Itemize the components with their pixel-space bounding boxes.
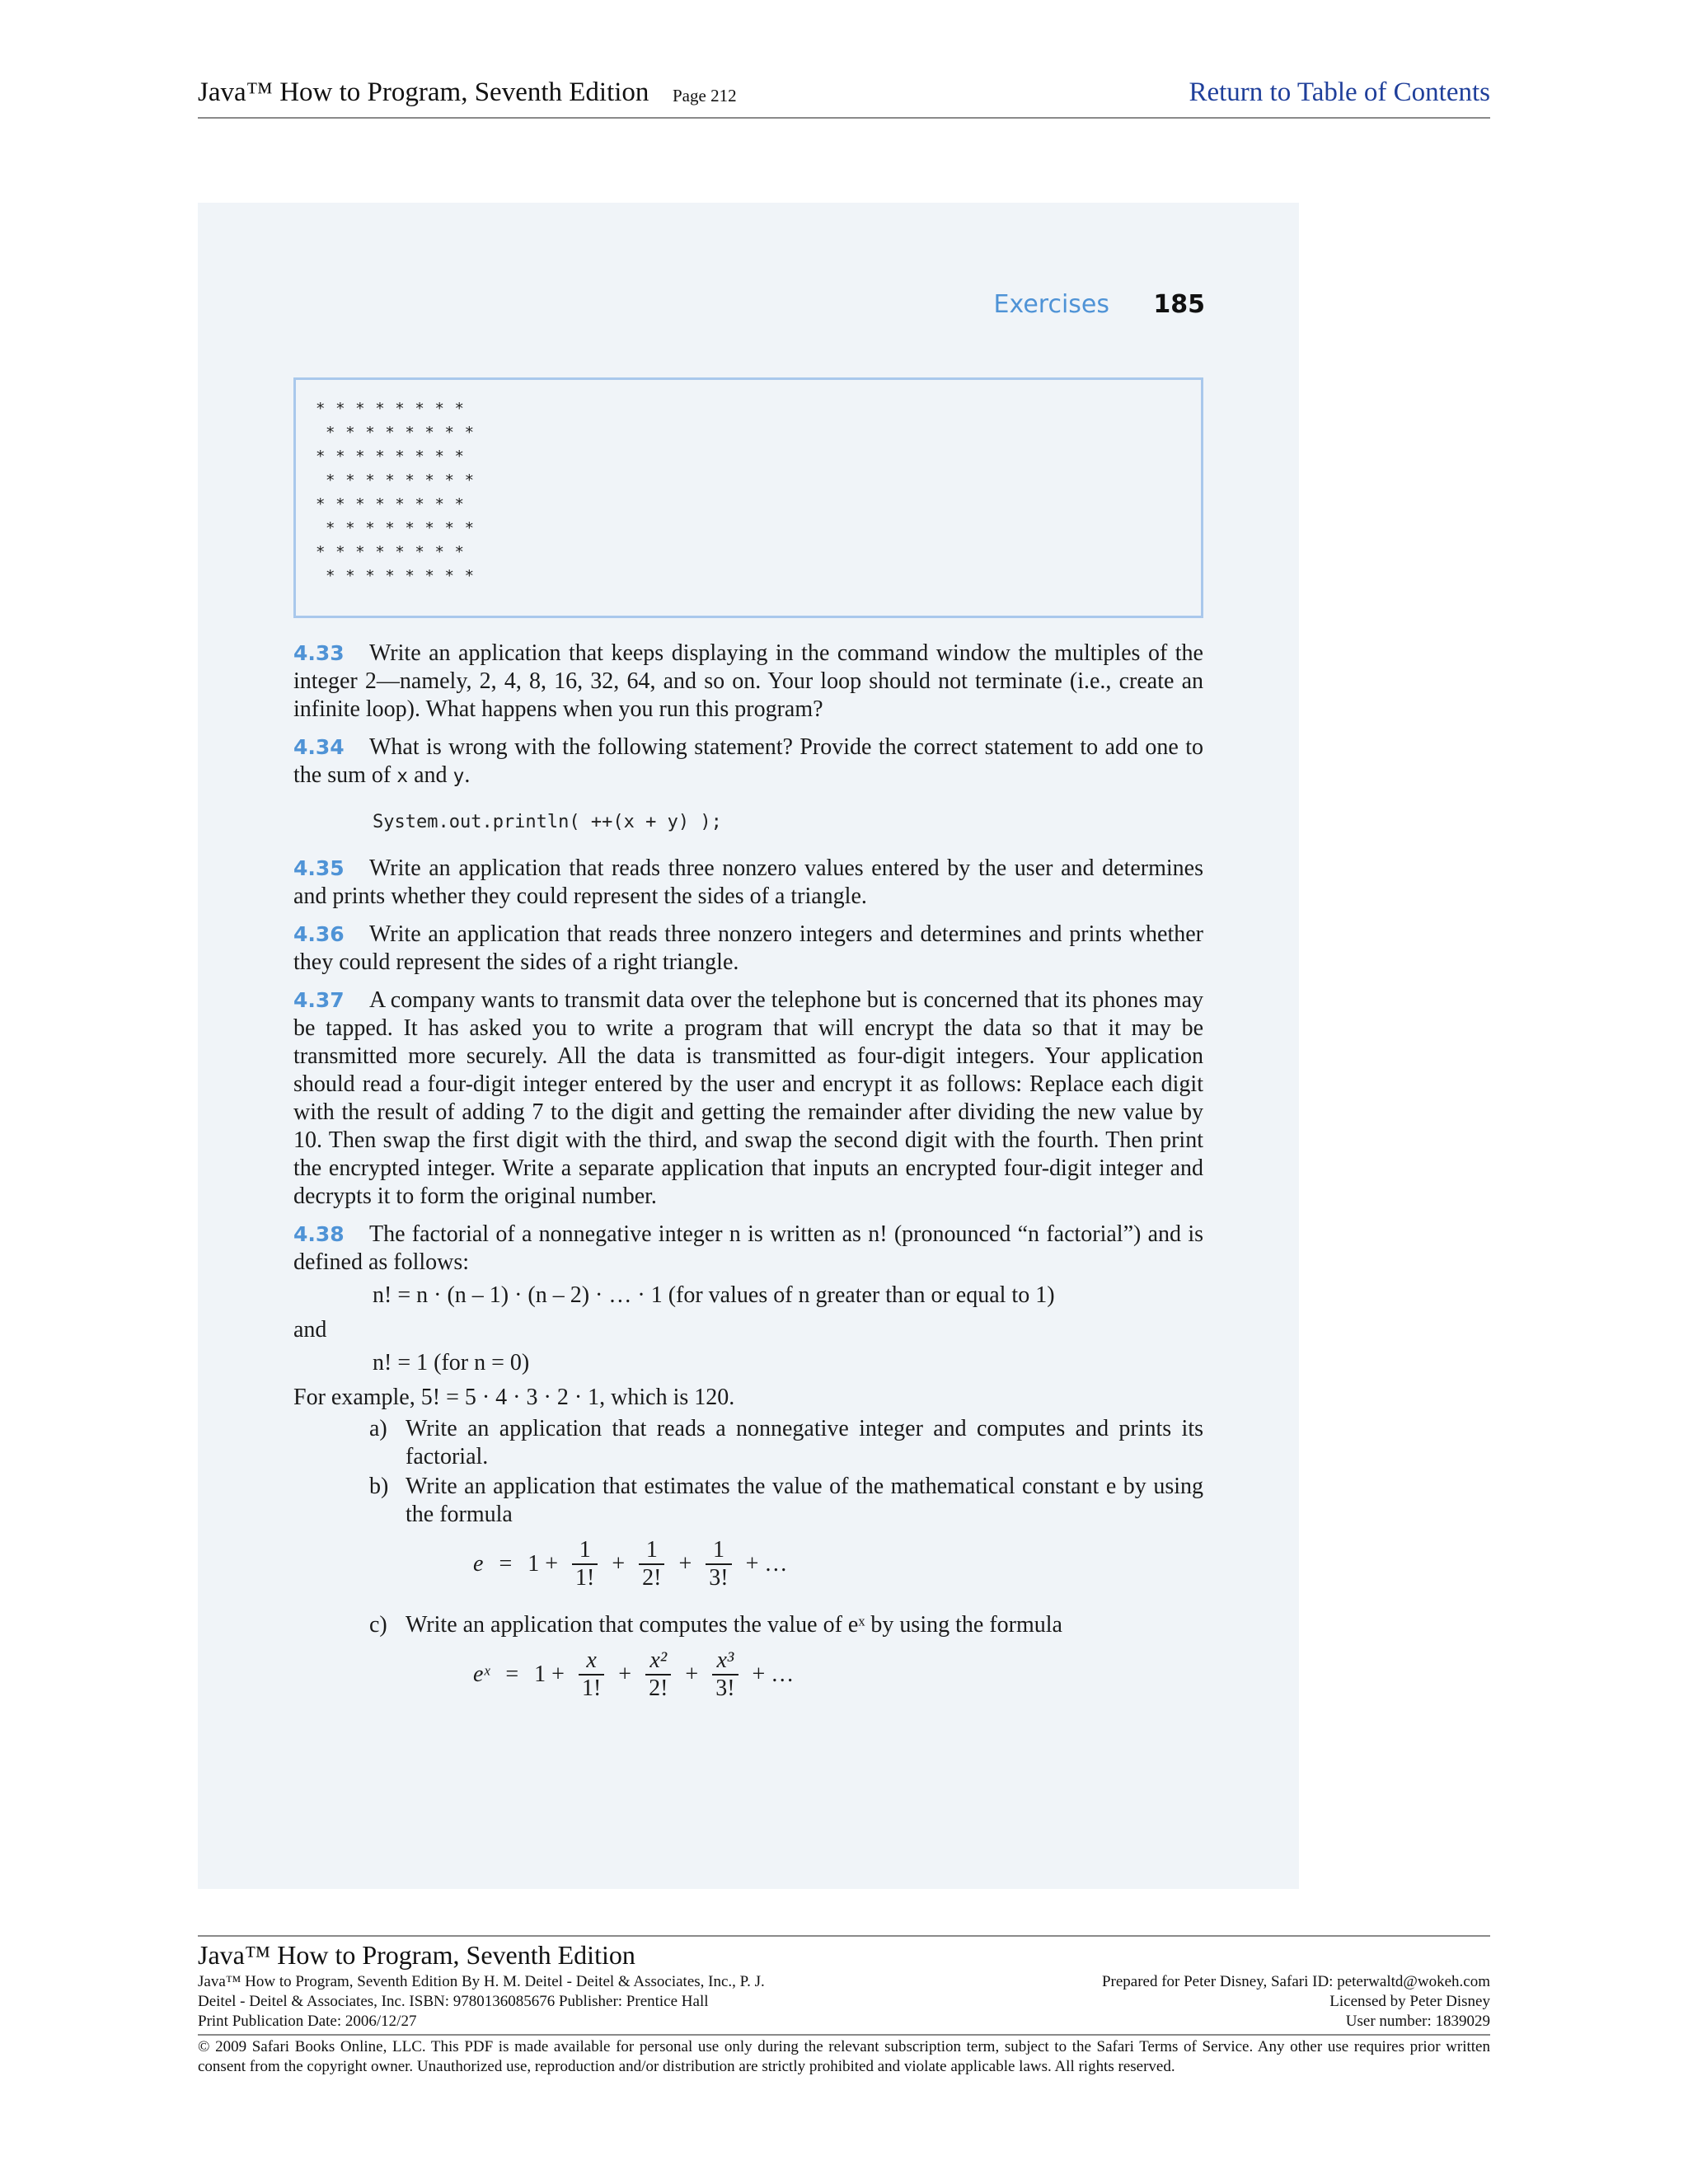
star-row: * * * * * * * * bbox=[316, 519, 475, 537]
exercise-text: The factorial of a nonnegative integer n is written as n! (pronounced “n factorial”) and is defined as follows: bbox=[293, 1221, 1203, 1275]
formula-plus: + bbox=[612, 1551, 626, 1577]
fraction-term bbox=[572, 1537, 598, 1591]
formula-plus: + bbox=[618, 1661, 632, 1687]
star-pattern-box bbox=[293, 377, 1203, 618]
footer-row bbox=[198, 2013, 1490, 2032]
footer-row bbox=[198, 1973, 1490, 1993]
formula-plus: + bbox=[685, 1661, 699, 1687]
exercise-number: 4.38 bbox=[293, 1222, 345, 1246]
exercise-content bbox=[293, 640, 1203, 1722]
fraction-term bbox=[706, 1537, 731, 1591]
fraction-numerator: x² bbox=[645, 1647, 671, 1675]
factorial-zero-formula: n! = 1 (for n = 0) bbox=[373, 1350, 530, 1376]
fraction-denominator: 3! bbox=[709, 1565, 729, 1591]
part-label: b) bbox=[369, 1474, 389, 1499]
fraction-denominator: 1! bbox=[581, 1675, 602, 1701]
fraction-denominator: 2! bbox=[649, 1675, 668, 1701]
ex-formula bbox=[468, 1647, 1203, 1713]
fraction-denominator: 3! bbox=[715, 1675, 735, 1701]
code-statement: System.out.println( ++(x + y) ); bbox=[373, 812, 722, 832]
fraction-term bbox=[639, 1537, 664, 1591]
star-row: * * * * * * * * bbox=[316, 424, 475, 442]
exercise-text: Write an application that reads three nonzero values entered by the user and determines and prints whether they could represent the sides of a triangle. bbox=[293, 855, 1203, 909]
exercise-text: What is wrong with the following statement? Provide the correct statement to add one to the sum of bbox=[293, 734, 1203, 788]
part-text: Write an application that estimates the value of the mathematical constant e by using the formula bbox=[406, 1474, 1203, 1527]
part-a bbox=[293, 1415, 1203, 1471]
fraction-denominator: 1! bbox=[575, 1565, 595, 1591]
book-title: Java™ How to Program, Seventh Edition bbox=[198, 77, 649, 107]
formula-equals: = bbox=[499, 1551, 513, 1577]
exercise-number: 4.36 bbox=[293, 922, 345, 946]
part-b bbox=[293, 1473, 1203, 1529]
factorial-example: For example, 5! = 5 · 4 · 3 · 2 · 1, which is 120. bbox=[293, 1385, 735, 1410]
and-text: and bbox=[293, 1317, 327, 1343]
fraction-numerator: x bbox=[579, 1647, 604, 1675]
footer-copyright: © 2009 Safari Books Online, LLC. This PDF is made available for personal use only during the relevant subscription term, subject to the Safari Terms of Service. Any other use requires prior written consent from the copyright owner. Unauthorized use, reproduction and/or distribution are strictly prohibited and violate applicable laws. All rights reserved. bbox=[198, 2034, 1490, 2077]
exercise-text: Write an application that reads three nonzero integers and determines and prints whether they could represent the sides of a right triangle. bbox=[293, 921, 1203, 975]
part-text: Write an application that computes the value of eˣ by using the formula bbox=[406, 1612, 1062, 1638]
running-head bbox=[198, 290, 1205, 331]
footer-publication-date: Print Publication Date: 2006/12/27 bbox=[198, 2013, 417, 2030]
footer-licensed-by: Licensed by Peter Disney bbox=[1329, 1993, 1490, 2010]
exercise-number: 4.37 bbox=[293, 988, 345, 1012]
formula-one: 1 + bbox=[528, 1551, 559, 1577]
exercise-text: and bbox=[408, 762, 453, 788]
formula-plus: + bbox=[678, 1551, 692, 1577]
fraction-denominator: 2! bbox=[642, 1565, 662, 1591]
fraction-term bbox=[712, 1647, 738, 1702]
exercise-4-35 bbox=[293, 855, 1203, 911]
exercise-number: 4.34 bbox=[293, 735, 345, 759]
code-var-x: x bbox=[396, 766, 409, 787]
fraction-term bbox=[579, 1647, 604, 1702]
star-row: * * * * * * * * bbox=[316, 400, 465, 418]
star-row: * * * * * * * * bbox=[316, 495, 465, 513]
footer-isbn: Deitel - Deitel & Associates, Inc. ISBN: 9780136085676 Publisher: Prentice Hall bbox=[198, 1993, 709, 2010]
star-row: * * * * * * * * bbox=[316, 567, 475, 585]
return-to-toc-link[interactable]: Return to Table of Contents bbox=[1189, 77, 1490, 107]
formula-tail: + … bbox=[752, 1661, 795, 1687]
page-label: Page 212 bbox=[673, 86, 737, 105]
part-text: Write an application that reads a nonnegative integer and computes and prints its factorial. bbox=[406, 1416, 1203, 1469]
fraction-numerator: 1 bbox=[639, 1537, 664, 1565]
e-formula bbox=[468, 1537, 1203, 1603]
formula-lhs: e bbox=[473, 1551, 484, 1577]
exercise-number: 4.35 bbox=[293, 856, 345, 880]
footer-title: Java™ How to Program, Seventh Edition bbox=[198, 1940, 635, 1970]
code-var-y: y bbox=[452, 766, 465, 787]
formula-equals: = bbox=[505, 1661, 519, 1687]
exercise-4-34 bbox=[293, 733, 1203, 790]
document-header bbox=[198, 76, 1490, 119]
exercise-4-37 bbox=[293, 987, 1203, 1211]
exercise-text: Write an application that keeps displaying in the command window the multiples of the integer 2—namely, 2, 4, 8, 16, 32, 64, and so on. Your loop should not terminate (i.e., create an infinite loop). What happens when you run this program? bbox=[293, 640, 1203, 722]
footer-book-info: Java™ How to Program, Seventh Edition By H. M. Deitel - Deitel & Associates, Inc., P. J. bbox=[198, 1973, 765, 1990]
exercise-4-36 bbox=[293, 921, 1203, 977]
fraction-term bbox=[645, 1647, 671, 1702]
part-label: c) bbox=[369, 1612, 387, 1638]
formula-one: 1 + bbox=[534, 1661, 565, 1687]
section-name: Exercises bbox=[993, 290, 1109, 319]
page-number: 185 bbox=[1153, 290, 1205, 319]
fraction-numerator: 1 bbox=[706, 1537, 731, 1565]
formula-tail: + … bbox=[745, 1551, 788, 1577]
fraction-numerator: x³ bbox=[712, 1647, 738, 1675]
document-footer bbox=[198, 1935, 1490, 2077]
star-row: * * * * * * * * bbox=[316, 543, 465, 561]
part-label: a) bbox=[369, 1416, 387, 1441]
exercise-4-33 bbox=[293, 640, 1203, 724]
factorial-formula: n! = n · (n – 1) · (n – 2) · … · 1 (for values of n greater than or equal to 1) bbox=[373, 1282, 1055, 1308]
exercise-4-38 bbox=[293, 1221, 1203, 1277]
exercise-text: A company wants to transmit data over the telephone but is concerned that its phones may be tapped. It has asked you to write a program that will encrypt the data so that it may be transmitted more securely. All the data is transmitted as four-digit integers. Your application should read a four-digit integer entered by the user and encrypt it as follows: Replace each digit with the result of adding 7 to the digit and getting the remainder after dividing the new value by 10. Then swap the first digit with the third, and swap the second digit with the fourth. Then print the encrypted integer. Write a separate application that inputs an encrypted four-digit integer and decrypts it to form the original number. bbox=[293, 987, 1203, 1209]
fraction-numerator: 1 bbox=[572, 1537, 598, 1565]
footer-prepared-for: Prepared for Peter Disney, Safari ID: peterwaltd@wokeh.com bbox=[1101, 1973, 1490, 1990]
footer-row bbox=[198, 1993, 1490, 2013]
exercise-text: . bbox=[464, 762, 471, 788]
part-c bbox=[293, 1611, 1203, 1639]
exercise-number: 4.33 bbox=[293, 641, 345, 665]
star-row: * * * * * * * * bbox=[316, 471, 475, 490]
footer-user-number: User number: 1839029 bbox=[1345, 2013, 1490, 2030]
star-row: * * * * * * * * bbox=[316, 448, 465, 466]
book-page bbox=[198, 203, 1299, 1889]
formula-lhs: eˣ bbox=[473, 1661, 490, 1687]
